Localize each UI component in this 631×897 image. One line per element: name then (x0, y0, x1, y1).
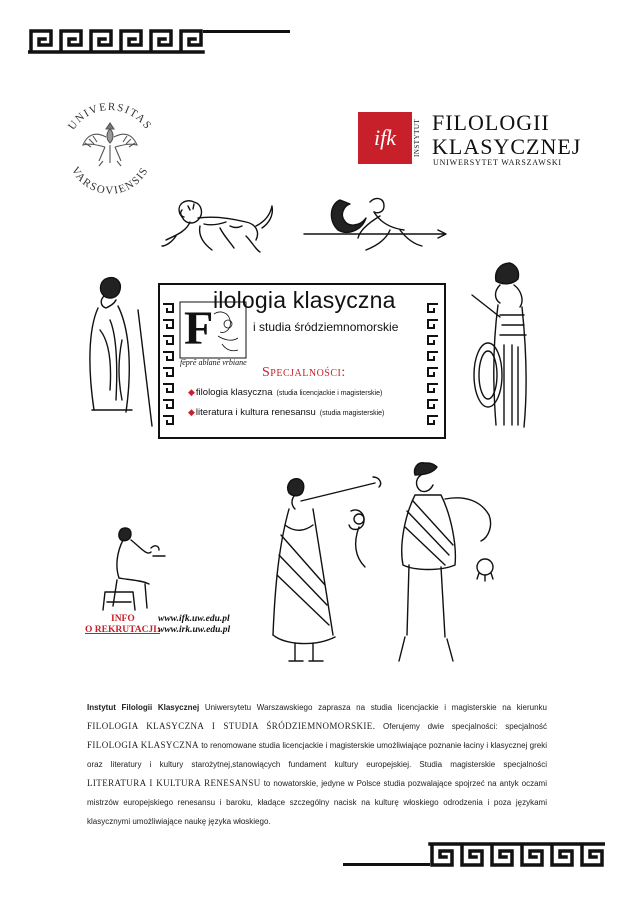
specialty-item (188, 387, 382, 398)
specialties-heading: Specjalności: (262, 365, 346, 380)
body-program-name: FILOLOGIA KLASYCZNA I STUDIA ŚRÓDZIEMNOMORSKIE. (87, 721, 376, 731)
irk-website-link[interactable]: www.irk.uw.edu.pl (158, 625, 231, 635)
ifk-website-link[interactable]: www.ifk.uw.edu.pl (158, 614, 230, 624)
ifk-logo-subtitle: UNIWERSYTET WARSZAWSKI (433, 158, 562, 167)
info-label-line1: INFO (111, 614, 135, 624)
info-label-line2: O REKRUTACJI: (85, 625, 161, 635)
kneeling-warrior-illustration (300, 190, 450, 262)
body-paragraph (87, 698, 547, 831)
body-text-segment: to renomowane studia licencjackie i magisterskie umożliwiające poznanie łaciny i klasycznej greki oraz literatury i kultury starożytnej,stanowiących fundament kultury europejskiej. Studia magisterskie specjalności (87, 741, 547, 769)
body-specialty-name: LITERATURA I KULTURA RENESANSU (87, 778, 261, 788)
ifk-logo-title-line1: FILOLOGII (432, 110, 550, 135)
philosopher-illustration (78, 270, 158, 430)
diamond-bullet-icon: ◆ (188, 407, 195, 417)
woman-figure-illustration (255, 465, 390, 670)
university-seal-logo (55, 95, 165, 205)
seated-scribe-illustration (95, 522, 170, 617)
body-text-segment: Uniwersytetu Warszawskiego zaprasza na studia licencjackie i magisterskie na kierunku (199, 703, 547, 712)
body-text-segment: to nowatorskie, jedyne w Polsce studia pozwalające spojrzeć na antyk oczami mistrzów europejskiego renesansu i baroku, kładące szczególny nacisk na kulturę włoskiego odrodzenia i poza językami klasycznymi umożliwiające naukę języka włoskiego. (87, 779, 547, 826)
specialty-name: literatura i kultura renesansu (195, 407, 316, 418)
box-title: ilologia klasyczna (213, 287, 396, 313)
specialty-name: filologia klasyczna (195, 387, 273, 398)
svg-text:F: F (184, 302, 214, 355)
athena-illustration (470, 255, 550, 440)
top-meander-border (28, 28, 290, 54)
diamond-bullet-icon: ◆ (188, 387, 195, 397)
initial-caption: fēprē ablanē vrbiane (180, 358, 247, 367)
lion-illustration (160, 196, 280, 258)
ifk-logo-vertical-text: INSTYTUT (413, 118, 421, 158)
title-box-meander-right (426, 300, 440, 430)
svg-text:VARSOVIENSIS: VARSOVIENSIS (68, 164, 152, 197)
body-institute-name: Instytut Filologii Klasycznej (87, 703, 200, 712)
bottom-meander-border (343, 842, 605, 868)
title-box-meander-left (161, 300, 175, 430)
specialty-note: (studia licencjackie i magisterskie) (276, 390, 383, 397)
specialty-note: (studia magisterskie) (319, 410, 385, 417)
perseus-figure-illustration (385, 455, 500, 670)
ifk-logo-badge: ifk (358, 112, 412, 164)
ifk-logo-title-line2: KLASYCZNEJ (432, 134, 582, 159)
box-subtitle: i studia śródziemnomorskie (253, 320, 399, 334)
body-text-segment: Oferujemy dwie specjalności: specjalność (375, 722, 547, 731)
body-specialty-name: FILOLOGIA KLASYCZNA (87, 740, 199, 750)
specialty-item (188, 407, 384, 418)
svg-text:UNIVERSITAS: UNIVERSITAS (65, 100, 155, 133)
